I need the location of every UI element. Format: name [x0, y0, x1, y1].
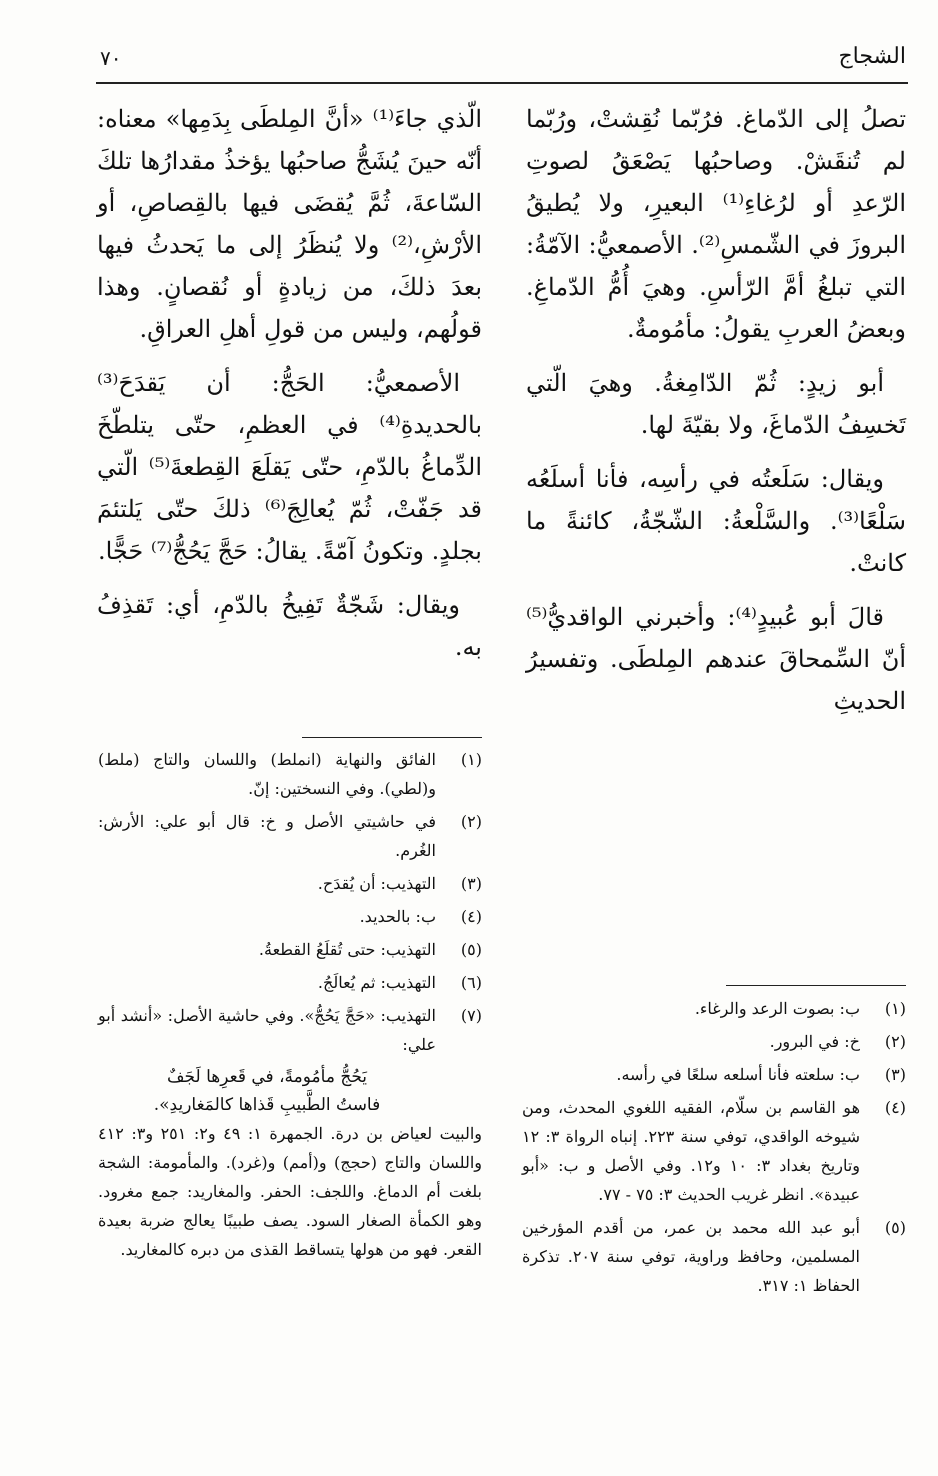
- footnote: [522, 1093, 906, 1209]
- footnote-number: (٧): [460, 1006, 482, 1025]
- footnote-text: التهذيب: «حَجَّ يَحُجُّ». وفي حاشية الأصل: «أنشد أبو علي:: [98, 1006, 436, 1054]
- footnote-text: هو القاسم بن سلّام، الفقيه اللغوي المحدث، ومن شيوخه الواقدي، توفي سنة ٢٢٣. إنباه الرواة ٣: ١٢ وتاريخ بغداد ٣: ١٠ و١٢. وفي الأصل و ب: «أبو عبيدة». انظر غريب الحديث ٣: ٧٥ - ٧٧.: [522, 1098, 861, 1204]
- footnote: [98, 902, 482, 931]
- footnote-continuation: والبيت لعياض بن درة. الجمهرة ١: ٤٩ و٢: ٢٥١ و٣: ٤١٢ واللسان والتاج (حجج) و(أمم) و(غرد). والمأمومة: الشجة بلغت أم الدماغ. واللجف: الحفر. والمغاريد: جمع مغرود. وهو الكمأة الصغار السود. يصف طبيبًا يعالج ضربة بعيدة القعر. فهو من هولها يتساقط القذى من دبره كالمغاريد.: [98, 1124, 483, 1259]
- footnote: [98, 1001, 482, 1059]
- footnote: [522, 994, 906, 1023]
- right-text-column: [526, 98, 906, 728]
- footnote: [98, 935, 482, 964]
- footnote: [98, 869, 482, 898]
- footnote-number: (٣): [460, 874, 482, 893]
- footnote-number: (٤): [884, 1098, 906, 1117]
- footnote-text: التهذيب: حتى تُقلَعُ القطعةُ.: [258, 940, 436, 959]
- verse-line: يَحُجُّ مأمُومةً، في قَعرِها لَجَفٌ: [166, 1067, 368, 1087]
- left-text-column: [97, 98, 482, 674]
- paragraph: الّذي جاءَ⁽¹⁾ «أنَّ المِلطَى بِدَمِها» معناه: أنّه حينَ يُشَجُّ صاحبُها يؤخذُ مقدارُها تلكَ السّاعةَ، ثُمَّ يُقضَى فيها بالقِصاصِ، أو الأرْشِ،⁽²⁾ ولا يُنظَرُ إلى ما يَحدثُ فيها بعدَ ذلكَ، من زيادةٍ أو نُقصانٍ. وهذا قولُهم، وليس من قولِ أهلِ العراقِ.: [97, 105, 483, 343]
- paragraph: ويقال: سَلَعتُه في رأسِه، فأنا أسلَعُه سَلْعًا⁽³⁾. والسَّلْعةُ: الشّجّةُ، كائنةً ما كانتْ.: [526, 465, 906, 577]
- verse-line: فاستُ الطَّبيبِ قَذاها كالمَغاريدِ».: [153, 1095, 381, 1115]
- header-rule: [96, 82, 908, 84]
- footnote-number: (١): [884, 999, 906, 1018]
- footnote-text: التهذيب: أن يُقدَح.: [317, 874, 436, 893]
- footnote-separator: [726, 985, 906, 986]
- footnote-text: أبو عبد الله محمد بن عمر، من أقدم المؤرخين المسلمين، وحافظ وراوية، توفي سنة ٢٠٧. تذكرة الحفاظ ١: ٣١٧.: [522, 1218, 861, 1295]
- footnote-text: ب: سلعته فأنا أسلعه سلعًا في رأسه.: [616, 1065, 860, 1084]
- footnote-text: التهذيب: ثم يُعالَجُ.: [317, 973, 436, 992]
- footnote: [98, 807, 482, 865]
- footnote-separator: [302, 737, 482, 738]
- footnote-text: خ: في البرور.: [769, 1032, 860, 1051]
- running-header-title: الشجاج: [838, 44, 906, 69]
- paragraph: أبو زيدٍ: ثُمّ الدّامِغةُ. وهيَ الّتي تَخسِفُ الدّماغَ، ولا بقيّةَ لها.: [526, 369, 906, 439]
- page-number: ٧٠: [100, 46, 122, 70]
- footnote-number: (٢): [460, 812, 482, 831]
- paragraph: قالَ أبو عُبيدٍ⁽⁴⁾: وأخبرني الواقديُّ⁽⁵⁾ أنّ السِّمحاقَ عندهم المِلطَى. وتفسيرُ الحديثِ: [526, 603, 906, 715]
- footnote-text: الفائق والنهاية (انملط) واللسان والتاج (ملط) و(لطي). وفي النسختين: إنّ.: [98, 750, 436, 798]
- footnote: [522, 1027, 906, 1056]
- footnote: [98, 745, 482, 803]
- footnote-number: (٥): [460, 940, 482, 959]
- footnote-number: (١): [460, 750, 482, 769]
- footnote: [522, 1060, 906, 1089]
- footnote-text: ب: بصوت الرعد والرغاء.: [694, 999, 860, 1018]
- footnote-text: ب: بالحديد.: [359, 907, 436, 926]
- footnote-number: (٤): [460, 907, 482, 926]
- footnotes-left: [98, 745, 482, 1264]
- paragraph: الأصمعيُّ: الحَجُّ: أن يَقدَحَ⁽³⁾ بالحديدةِ⁽⁴⁾ في العظمِ، حتّى يتلطّخَ الدِّماغُ بالدّمِ، حتّى يَقلَعَ القِطعةَ⁽⁵⁾ الّتي قد جَفّتْ، ثُمّ يُعالِجَ⁽⁶⁾ ذلكَ حتّى يَلتئمَ بجلدٍ. وتكونُ آمّةً. يقالُ: حَجَّ يَحُجُّ⁽⁷⁾ حَجًّا.: [97, 369, 483, 565]
- footnote: [522, 1213, 906, 1300]
- footnotes-right: [522, 994, 906, 1304]
- footnote-number: (٢): [884, 1032, 906, 1051]
- paragraph: تصلُ إلى الدّماغ. فرُبّما نُقِشتْ، ورُبّما لم تُنقَشْ. وصاحبُها يَصْعَقُ لصوتِ الرّعدِ أو لرُغاءِ⁽¹⁾ البعيرِ، ولا يُطيقُ البروزَ في الشّمسِ⁽²⁾. الأصمعيُّ: الآمّةُ: التي تبلغُ أمَّ الرّأسِ. وهيَ أُمُّ الدّماغِ. وبعضُ العربِ يقولُ: مأمُومةٌ.: [526, 105, 906, 343]
- footnote-number: (٥): [884, 1218, 906, 1237]
- paragraph: ويقال: شَجّةٌ تَفِيخُ بالدّمِ، أي: تَقذِفُ به.: [97, 591, 482, 661]
- footnote: [98, 968, 482, 997]
- footnote-number: (٦): [460, 973, 482, 992]
- footnote-number: (٣): [884, 1065, 906, 1084]
- footnote-text: في حاشيتي الأصل و خ: قال أبو علي: الأرش: الغُرم.: [98, 812, 436, 860]
